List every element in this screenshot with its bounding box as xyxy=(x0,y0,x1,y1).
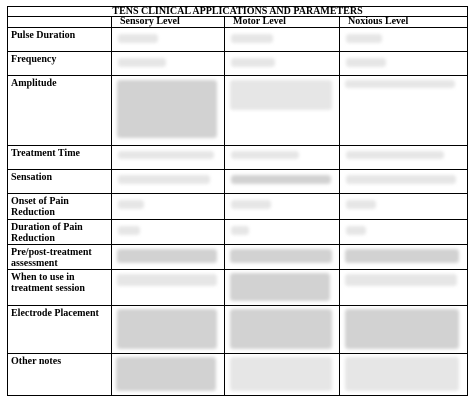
noxious-cell xyxy=(340,170,468,194)
motor-cell xyxy=(225,76,340,146)
row-label-other-notes: Other notes xyxy=(8,354,112,396)
row-label-frequency: Frequency xyxy=(8,52,112,76)
sensory-cell xyxy=(112,170,225,194)
tens-parameters-table xyxy=(7,6,468,396)
motor-cell xyxy=(225,306,340,354)
sensory-cell xyxy=(112,194,225,220)
motor-cell xyxy=(225,354,340,396)
row-label-duration-of-pain-reduction: Duration of Pain Reduction xyxy=(8,220,112,245)
motor-cell xyxy=(225,270,340,306)
row-label-when-to-use: When to use in treatment session xyxy=(8,270,112,306)
motor-cell xyxy=(225,170,340,194)
table-row xyxy=(8,146,468,170)
sensory-cell xyxy=(112,28,225,52)
column-header-blank xyxy=(8,17,112,28)
row-label-electrode-placement: Electrode Placement xyxy=(8,306,112,354)
motor-cell xyxy=(225,220,340,245)
row-label-treatment-time: Treatment Time xyxy=(8,146,112,170)
sensory-cell xyxy=(112,146,225,170)
noxious-cell xyxy=(340,270,468,306)
sensory-cell xyxy=(112,245,225,270)
table-row xyxy=(8,194,468,220)
table-row xyxy=(8,28,468,52)
table-row xyxy=(8,220,468,245)
table-title-row xyxy=(8,7,468,17)
noxious-cell xyxy=(340,76,468,146)
noxious-cell xyxy=(340,245,468,270)
sensory-cell xyxy=(112,306,225,354)
column-header-sensory: Sensory Level xyxy=(112,17,225,28)
table-row xyxy=(8,52,468,76)
row-label-pre-post-treatment-assessment: Pre/post-treatment assessment xyxy=(8,245,112,270)
motor-cell xyxy=(225,28,340,52)
table-row xyxy=(8,245,468,270)
sensory-cell xyxy=(112,76,225,146)
motor-cell xyxy=(225,245,340,270)
noxious-cell xyxy=(340,194,468,220)
noxious-cell xyxy=(340,52,468,76)
sensory-cell xyxy=(112,220,225,245)
table-title: TENS CLINICAL APPLICATIONS AND PARAMETERS xyxy=(8,7,468,17)
sensory-cell xyxy=(112,52,225,76)
table-row xyxy=(8,354,468,396)
column-header-row xyxy=(8,17,468,28)
table-row xyxy=(8,76,468,146)
sensory-cell xyxy=(112,354,225,396)
row-label-pulse-duration: Pulse Duration xyxy=(8,28,112,52)
table-row xyxy=(8,170,468,194)
noxious-cell xyxy=(340,28,468,52)
noxious-cell xyxy=(340,306,468,354)
motor-cell xyxy=(225,146,340,170)
noxious-cell xyxy=(340,220,468,245)
noxious-cell xyxy=(340,354,468,396)
table-row xyxy=(8,270,468,306)
motor-cell xyxy=(225,194,340,220)
column-header-motor: Motor Level xyxy=(225,17,340,28)
row-label-onset-of-pain-reduction: Onset of Pain Reduction xyxy=(8,194,112,220)
row-label-amplitude: Amplitude xyxy=(8,76,112,146)
motor-cell xyxy=(225,52,340,76)
noxious-cell xyxy=(340,146,468,170)
table-row xyxy=(8,306,468,354)
sensory-cell xyxy=(112,270,225,306)
column-header-noxious: Noxious Level xyxy=(340,17,468,28)
row-label-sensation: Sensation xyxy=(8,170,112,194)
